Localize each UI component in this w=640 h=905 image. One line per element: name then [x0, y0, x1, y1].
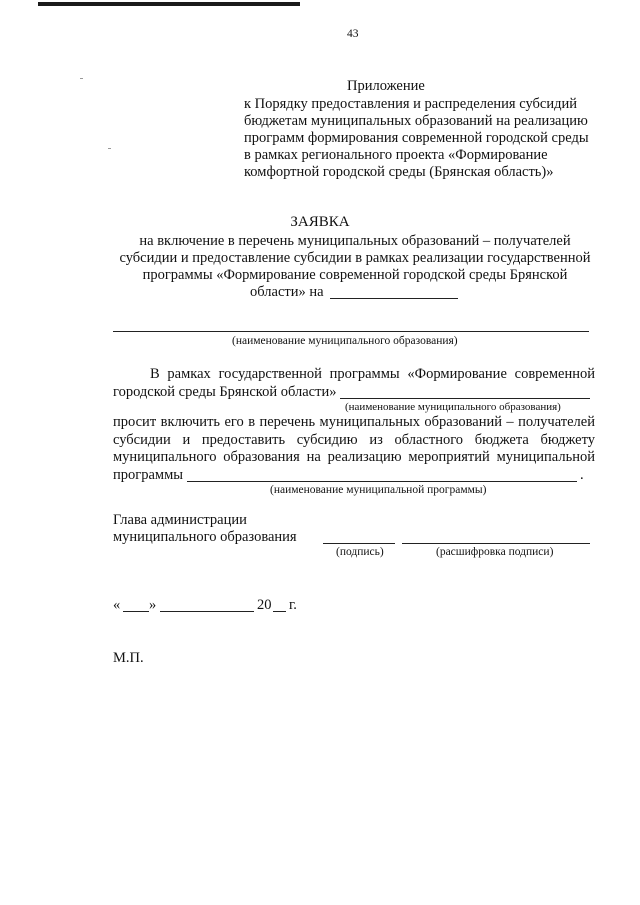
decode-caption: (расшифровка подписи)	[436, 546, 554, 558]
heading-line: области» на	[250, 284, 324, 300]
heading-line: субсидии и предоставление субсидии в рамках реализации государственной	[119, 250, 591, 266]
appendix-line: в рамках регионального проекта «Формирование	[244, 147, 548, 163]
application-title: ЗАЯВКА	[290, 214, 350, 230]
body-line: В рамках государственной программы «Формирование современной	[150, 366, 595, 382]
appendix-line: бюджетам муниципальных образований на реализацию	[244, 113, 588, 129]
body-caption: (наименование муниципальной программы)	[270, 484, 487, 496]
page-number: 43	[347, 28, 359, 40]
body-line: программы	[113, 467, 183, 483]
year-suffix: г.	[289, 597, 297, 613]
signature-title-line: муниципального образования	[113, 529, 297, 545]
body-line: субсидии и предоставить субсидию из областного бюджета бюджету	[113, 432, 595, 448]
appendix-line: комфортной городской среды (Брянская область)»	[244, 164, 554, 180]
date-close-quote: »	[149, 597, 157, 613]
decode-blank-line	[402, 543, 590, 544]
scan-artifact-dot	[108, 148, 111, 149]
date-open-quote: «	[113, 597, 121, 613]
scan-artifact-dot	[80, 78, 83, 79]
municipality-name-line	[113, 331, 589, 332]
day-blank-line	[123, 611, 149, 612]
signature-caption: (подпись)	[336, 546, 384, 558]
stamp-label: М.П.	[113, 650, 144, 666]
appendix-line: программ формирования современной городской среды	[244, 130, 589, 146]
year-blank-line	[330, 298, 458, 299]
appendix-title: Приложение	[347, 78, 425, 94]
year-prefix: 20	[257, 597, 272, 613]
heading-line: программы «Формирование современной городской среды Брянской	[142, 267, 568, 283]
scan-artifact-bar	[38, 2, 300, 6]
year-blank-line	[273, 611, 286, 612]
body-caption: (наименование муниципального образования)	[345, 401, 561, 413]
body-line: муниципального образования на реализацию мероприятий муниципальной	[113, 449, 595, 465]
program-blank-line	[187, 481, 577, 482]
body-line-end: .	[580, 467, 584, 483]
signature-title-line: Глава администрации	[113, 512, 247, 528]
municipality-caption: (наименование муниципального образования)	[232, 335, 458, 347]
month-blank-line	[160, 611, 254, 612]
municipality-blank-line	[340, 398, 590, 399]
signature-blank-line	[323, 543, 395, 544]
appendix-line: к Порядку предоставления и распределения субсидий	[244, 96, 578, 112]
heading-line: на включение в перечень муниципальных образований – получателей	[139, 233, 571, 249]
body-line: городской среды Брянской области»	[113, 384, 337, 400]
body-line: просит включить его в перечень муниципальных образований – получателей	[113, 414, 595, 430]
